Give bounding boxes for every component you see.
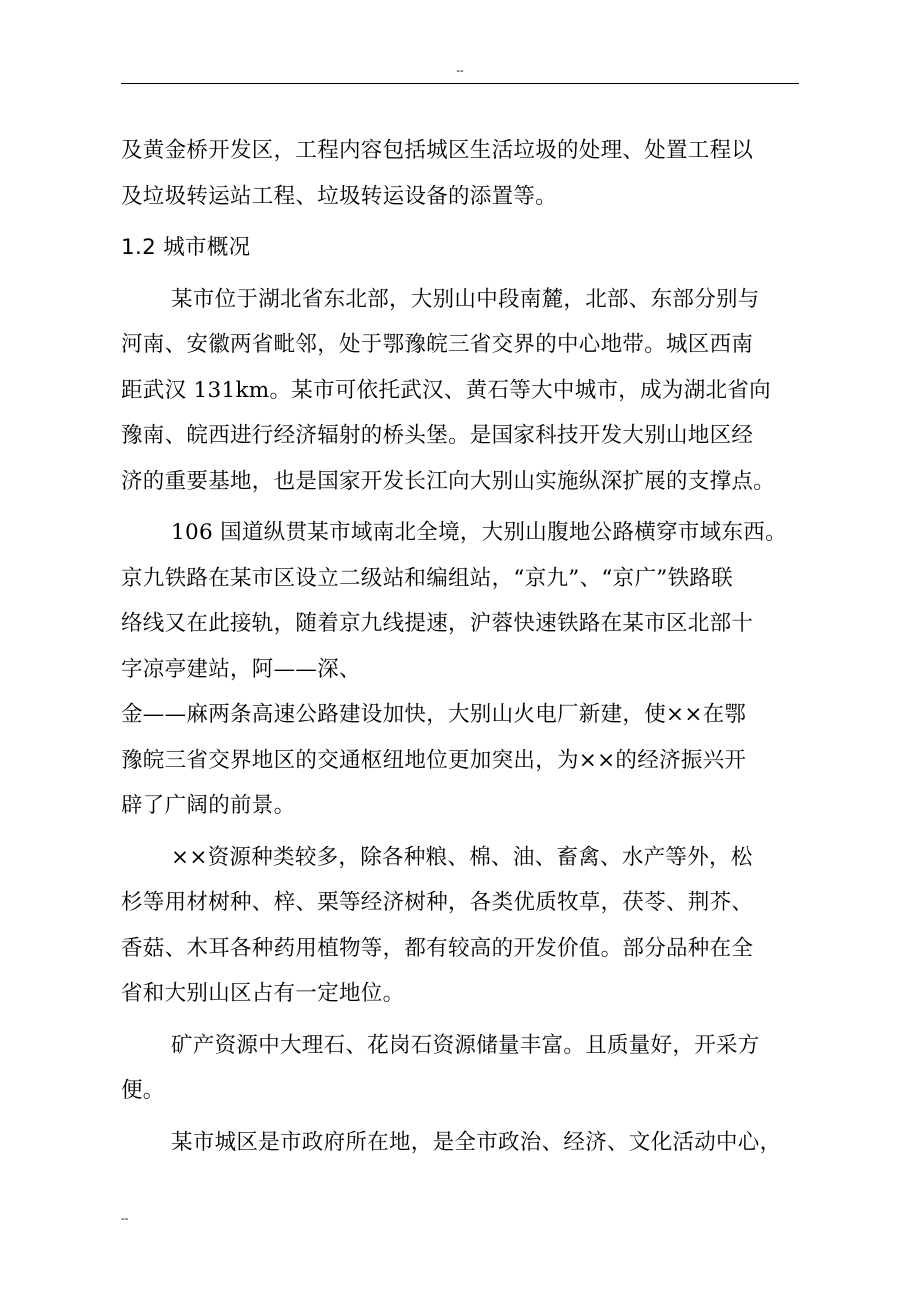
paragraph bbox=[121, 835, 803, 1017]
text-line: 豫皖三省交界地区的交通枢纽地位更加突出，为××的经济振兴开 bbox=[121, 747, 747, 773]
text-line: 距武汉 131km。某市可依托武汉、黄石等大中城市，成为湖北省向 bbox=[121, 377, 771, 403]
text-line: 及黄金桥开发区，工程内容包括城区生活垃圾的处理、处置工程以 bbox=[121, 138, 754, 163]
paragraph bbox=[121, 128, 803, 219]
paragraph bbox=[121, 277, 803, 505]
text-line: 某市城区是市政府所在地，是全市政治、经济、文化活动中心， bbox=[171, 1129, 782, 1155]
text-line: 杉等用材树种、梓、栗等经济树种，各类优质牧草，茯苓、荆芥、 bbox=[121, 890, 754, 915]
document-body bbox=[121, 128, 803, 1165]
text-line: 106 国道纵贯某市域南北全境，大别山腹地公路横穿市域东西。 bbox=[171, 520, 787, 545]
text-line: 及垃圾转运站工程、垃圾转运设备的添置等。 bbox=[121, 183, 558, 209]
text-line: 便。 bbox=[121, 1078, 165, 1103]
text-line: 某市位于湖北省东北部，大别山中段南麓，北部、东部分别与 bbox=[171, 286, 760, 312]
text-line: 豫南、皖西进行经济辐射的桥头堡。是国家科技开发大别山地区经 bbox=[121, 423, 754, 448]
text-line: 济的重要基地，也是国家开发长江向大别山实施纵深扩展的支撑点。 bbox=[121, 468, 776, 494]
section-heading bbox=[121, 225, 803, 271]
page-footer-mark: -- bbox=[121, 1213, 129, 1225]
text-line: 辟了广阔的前景。 bbox=[121, 793, 296, 818]
text-line: 络线又在此接轨，随着京九线提速，沪蓉快速铁路在某市区北部十 bbox=[121, 611, 754, 636]
text-line: 省和大别山区占有一定地位。 bbox=[121, 981, 405, 1006]
header-divider bbox=[121, 83, 799, 84]
text-line: 金——麻两条高速公路建设加快，大别山火电厂新建，使××在鄂 bbox=[121, 702, 747, 727]
heading-text: 1.2 城市概况 bbox=[121, 235, 251, 260]
paragraph bbox=[121, 1023, 803, 1114]
paragraph bbox=[121, 1120, 803, 1166]
text-line: 河南、安徽两省毗邻，处于鄂豫皖三省交界的中心地带。城区西南 bbox=[121, 332, 754, 357]
text-line: 香菇、木耳各种药用植物等，都有较高的开发价值。部分品种在全 bbox=[121, 935, 754, 961]
page-header-mark: -- bbox=[456, 65, 464, 77]
text-line: 矿产资源中大理石、花岗石资源储量丰富。且质量好，开采方 bbox=[171, 1032, 760, 1058]
text-line: 字凉亭建站，阿——深、 bbox=[121, 656, 361, 682]
paragraph bbox=[121, 510, 803, 829]
text-line: 京九铁路在某市区设立二级站和编组站，“京九”、“京广”铁路联 bbox=[121, 565, 733, 591]
text-line: ××资源种类较多，除各种粮、棉、油、畜禽、水产等外，松 bbox=[171, 844, 753, 870]
